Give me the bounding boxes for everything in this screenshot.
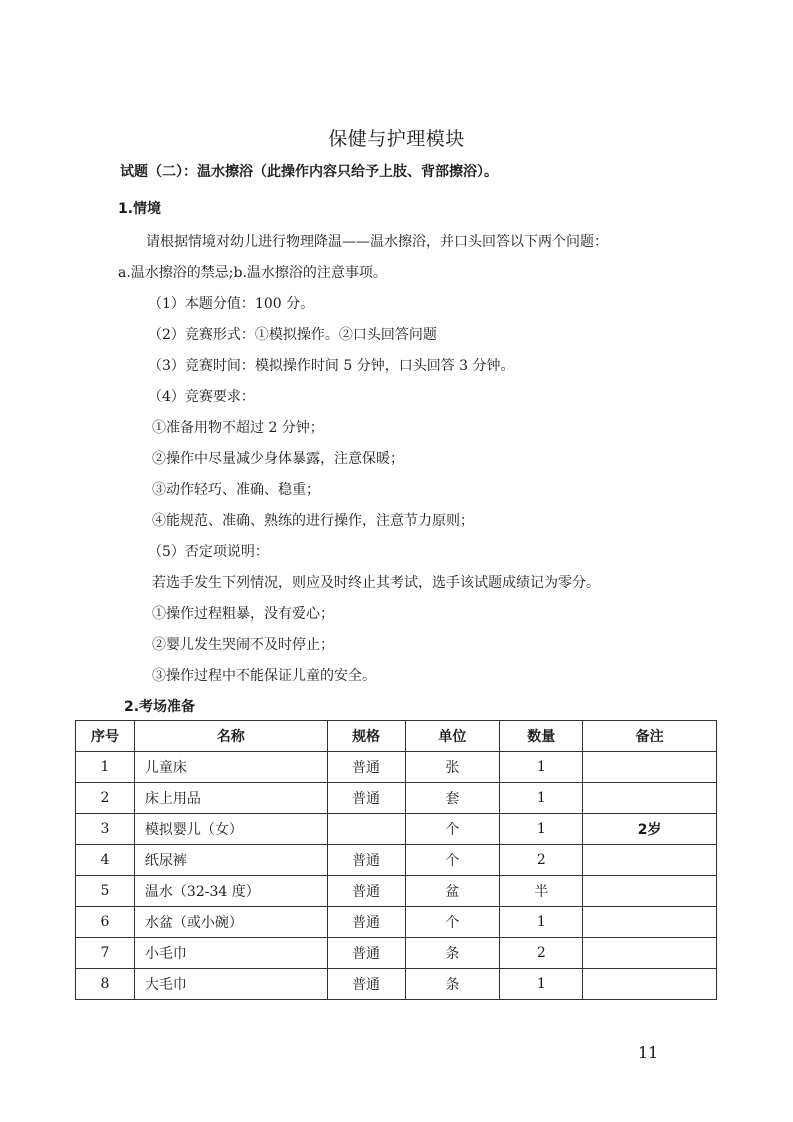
cell-name: 儿童床 <box>134 752 327 783</box>
requirement-3: ③动作轻巧、准确、稳重； <box>152 482 320 498</box>
cell-index: 5 <box>76 876 135 907</box>
cell-quantity: 1 <box>500 783 583 814</box>
intro-paragraph: 请根据情境对幼儿进行物理降温——温水擦浴，并口头回答以下两个问题： <box>146 234 608 250</box>
cell-note <box>583 969 717 1000</box>
cell-unit: 个 <box>405 907 500 938</box>
cell-note <box>583 752 717 783</box>
cell-index: 3 <box>76 814 135 845</box>
cell-quantity: 2 <box>500 845 583 876</box>
table-row <box>76 907 717 938</box>
cell-note <box>583 783 717 814</box>
cell-name: 水盆（或小碗） <box>134 907 327 938</box>
cell-quantity: 1 <box>500 907 583 938</box>
cell-note <box>583 845 717 876</box>
cell-spec: 普通 <box>327 938 405 969</box>
cell-name: 大毛巾 <box>134 969 327 1000</box>
cell-spec: 普通 <box>327 783 405 814</box>
cell-unit: 条 <box>405 938 500 969</box>
header-unit: 单位 <box>405 721 500 752</box>
item-format: （2）竞赛形式：①模拟操作。②口头回答问题 <box>148 327 437 343</box>
cell-note <box>583 938 717 969</box>
question-heading: 试题（二）：温水擦浴（此操作内容只给予上肢、背部擦浴）。 <box>120 164 498 180</box>
table-row <box>76 814 717 845</box>
negation-3: ③操作过程中不能保证儿童的安全。 <box>152 668 376 684</box>
requirement-2: ②操作中尽量减少身体暴露，注意保暖； <box>152 451 404 467</box>
table-row <box>76 845 717 876</box>
cell-index: 1 <box>76 752 135 783</box>
table-row <box>76 938 717 969</box>
table-header-row <box>76 721 717 752</box>
cell-spec: 普通 <box>327 876 405 907</box>
header-note: 备注 <box>583 721 717 752</box>
table-row <box>76 969 717 1000</box>
cell-spec: 普通 <box>327 752 405 783</box>
cell-index: 2 <box>76 783 135 814</box>
cell-index: 6 <box>76 907 135 938</box>
table-row <box>76 783 717 814</box>
page-number: 11 <box>638 1043 659 1062</box>
cell-spec <box>327 814 405 845</box>
section-2-heading: 2.考场准备 <box>124 699 196 715</box>
cell-note <box>583 907 717 938</box>
cell-name: 小毛巾 <box>134 938 327 969</box>
cell-spec: 普通 <box>327 845 405 876</box>
requirement-1: ①准备用物不超过 2 分钟； <box>152 420 324 436</box>
cell-quantity: 1 <box>500 752 583 783</box>
cell-unit: 个 <box>405 845 500 876</box>
cell-name: 温水（32-34 度） <box>134 876 327 907</box>
table-row <box>76 876 717 907</box>
cell-unit: 条 <box>405 969 500 1000</box>
item-score: （1）本题分值：100 分。 <box>148 296 315 312</box>
header-quantity: 数量 <box>500 721 583 752</box>
questions-line: a.温水擦浴的禁忌;b.温水擦浴的注意事项。 <box>118 265 387 281</box>
cell-note <box>583 876 717 907</box>
cell-spec: 普通 <box>327 969 405 1000</box>
table-row <box>76 752 717 783</box>
cell-unit: 张 <box>405 752 500 783</box>
header-index: 序号 <box>76 721 135 752</box>
section-1-heading: 1.情境 <box>118 201 162 217</box>
cell-note: 2岁 <box>583 814 717 845</box>
header-spec: 规格 <box>327 721 405 752</box>
cell-name: 纸尿裤 <box>134 845 327 876</box>
cell-spec: 普通 <box>327 907 405 938</box>
item-requirements: （4）竞赛要求： <box>148 389 255 405</box>
cell-name: 床上用品 <box>134 783 327 814</box>
cell-unit: 盆 <box>405 876 500 907</box>
cell-index: 8 <box>76 969 135 1000</box>
page-title: 保健与护理模块 <box>328 128 465 150</box>
cell-quantity: 半 <box>500 876 583 907</box>
materials-table <box>75 720 717 1000</box>
cell-unit: 个 <box>405 814 500 845</box>
header-name: 名称 <box>134 721 327 752</box>
requirement-4: ④能规范、准确、熟练的进行操作，注意节力原则； <box>152 513 474 529</box>
cell-index: 4 <box>76 845 135 876</box>
cell-unit: 套 <box>405 783 500 814</box>
cell-quantity: 1 <box>500 969 583 1000</box>
cell-index: 7 <box>76 938 135 969</box>
negation-intro: 若选手发生下列情况，则应及时终止其考试，选手该试题成绩记为零分。 <box>152 575 600 591</box>
cell-quantity: 2 <box>500 938 583 969</box>
item-negation: （5）否定项说明： <box>148 544 269 560</box>
negation-2: ②婴儿发生哭闹不及时停止； <box>152 637 334 653</box>
negation-1: ①操作过程粗暴，没有爱心； <box>152 606 334 622</box>
item-time: （3）竞赛时间：模拟操作时间 5 分钟，口头回答 3 分钟。 <box>148 358 515 374</box>
cell-quantity: 1 <box>500 814 583 845</box>
cell-name: 模拟婴儿（女） <box>134 814 327 845</box>
